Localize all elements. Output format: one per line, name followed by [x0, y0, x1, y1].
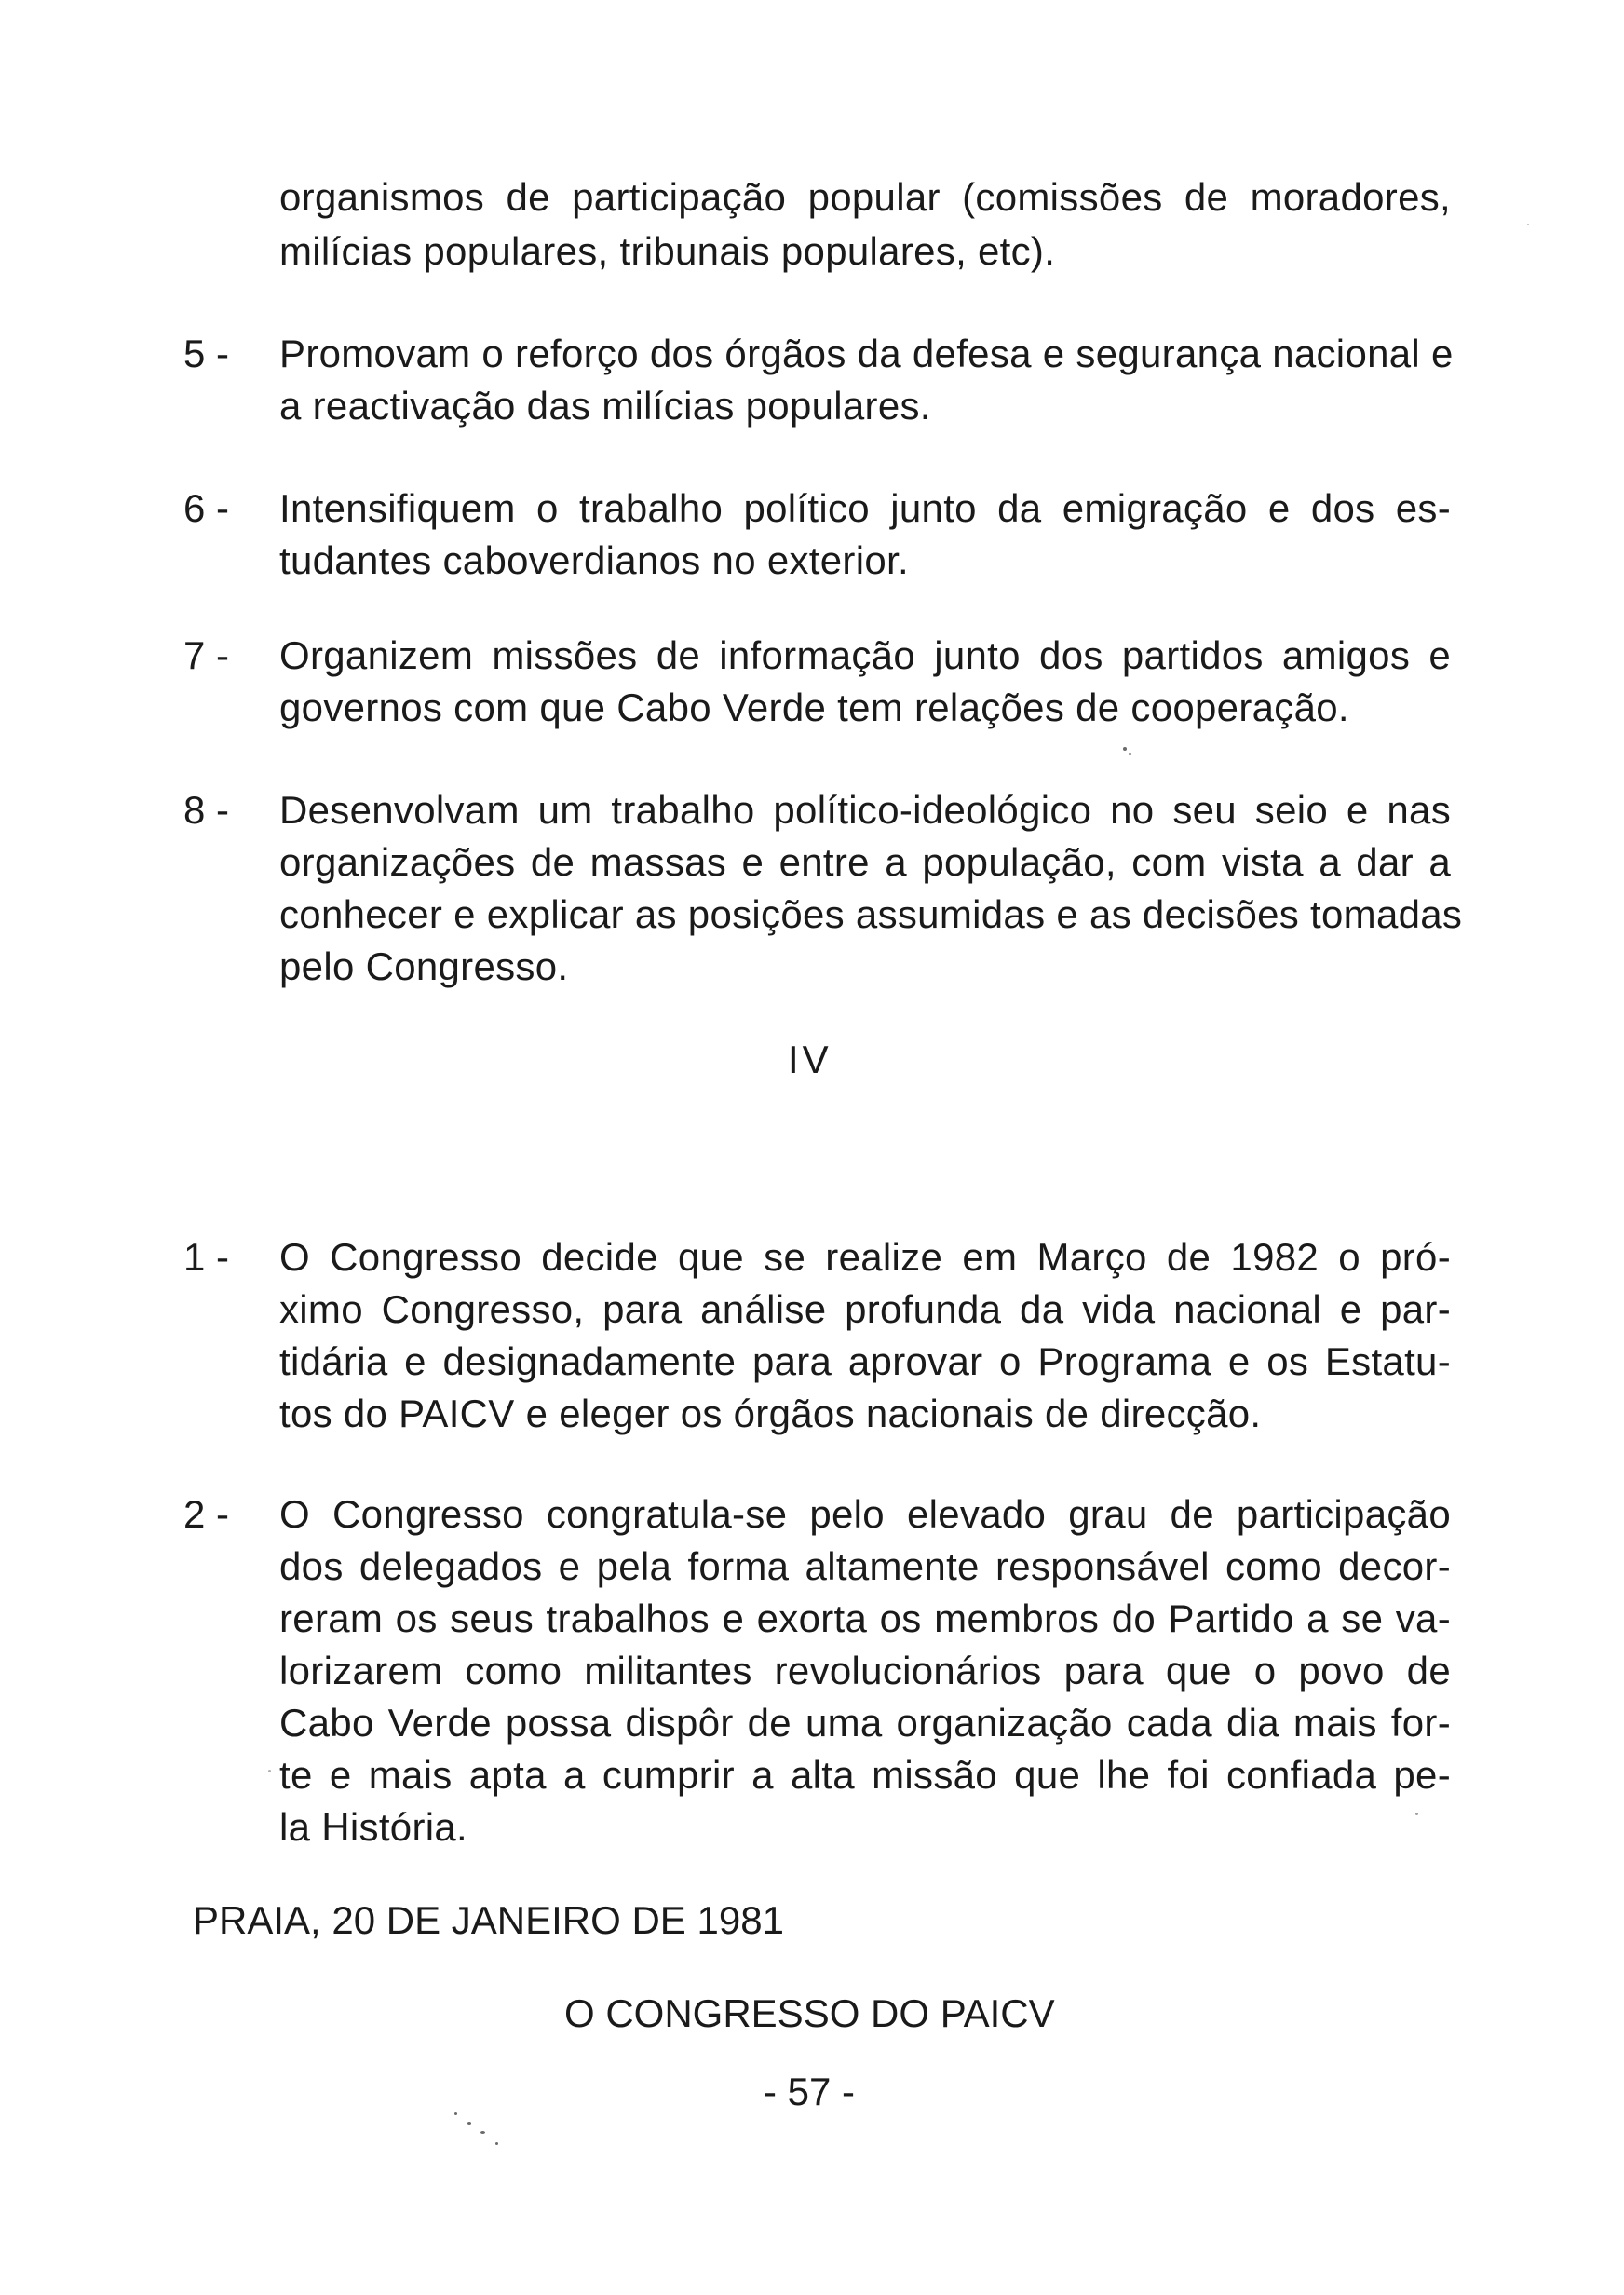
item-line: conhecer e explicar as posições assumidas e as decisões tomadas — [279, 892, 1463, 936]
item-line: Cabo Verde possa dispôr de uma organização cada dia mais for- — [279, 1701, 1451, 1745]
item-line: te e mais apta a cumprir a alta missão que lhe foi confiada pe- — [279, 1753, 1451, 1797]
scan-speck — [1123, 747, 1127, 751]
scan-speck — [495, 2142, 498, 2145]
scan-speck — [268, 1770, 271, 1772]
item-number: 5 - — [183, 332, 230, 375]
item-line: dos delegados e pela forma altamente responsável como decor- — [279, 1544, 1451, 1588]
item-line: lorizarem como militantes revolucionários para que o povo de — [279, 1649, 1451, 1692]
scan-speck — [1129, 753, 1131, 755]
item-line: governos com que Cabo Verde tem relações de cooperação. — [279, 686, 1349, 729]
page-number: - 57 - — [764, 2070, 856, 2113]
scan-speck — [454, 2112, 457, 2115]
item-number: 8 - — [183, 788, 230, 832]
item-line: a reactivação das milícias populares. — [279, 384, 931, 428]
item-line: tos do PAICV e eleger os órgãos nacionais de direcção. — [279, 1392, 1262, 1435]
continuation-line: organismos de participação popular (comissões de moradores, — [279, 175, 1451, 219]
item-number: 2 - — [183, 1492, 230, 1536]
signature: O CONGRESSO DO PAICV — [564, 1991, 1055, 2035]
item-line: organizações de massas e entre a população, com vista a dar a — [279, 840, 1451, 884]
item-line: Promovam o reforço dos órgãos da defesa e segurança nacional e — [279, 332, 1454, 375]
item-number: 1 - — [183, 1235, 230, 1279]
item-line: tidária e designadamente para aprovar o Programa e os Estatu- — [279, 1339, 1451, 1383]
item-line: reram os seus trabalhos e exorta os membros do Partido a se va- — [279, 1596, 1451, 1640]
place-date: PRAIA, 20 DE JANEIRO DE 1981 — [193, 1898, 784, 1942]
continuation-line: milícias populares, tribunais populares, etc). — [279, 229, 1056, 273]
scan-speck — [467, 2122, 471, 2125]
scan-speck — [1415, 1813, 1418, 1815]
item-line: ximo Congresso, para análise profunda da vida nacional e par- — [279, 1287, 1451, 1331]
scan-speck — [1527, 224, 1529, 225]
item-line: la História. — [279, 1805, 467, 1849]
section-heading: IV — [788, 1038, 832, 1081]
item-line: O Congresso decide que se realize em Março de 1982 o pró- — [279, 1235, 1451, 1279]
item-number: 6 - — [183, 486, 230, 530]
item-line: Desenvolvam um trabalho político-ideológico no seu seio e nas — [279, 788, 1451, 832]
item-line: pelo Congresso. — [279, 944, 569, 988]
item-line: Organizem missões de informação junto dos partidos amigos e — [279, 633, 1451, 677]
item-line: tudantes caboverdianos no exterior. — [279, 538, 909, 582]
scan-speck — [480, 2131, 485, 2134]
item-number: 7 - — [183, 633, 230, 677]
item-line: O Congresso congratula-se pelo elevado grau de participação — [279, 1492, 1451, 1536]
item-line: Intensifiquem o trabalho político junto da emigração e dos es- — [279, 486, 1451, 530]
